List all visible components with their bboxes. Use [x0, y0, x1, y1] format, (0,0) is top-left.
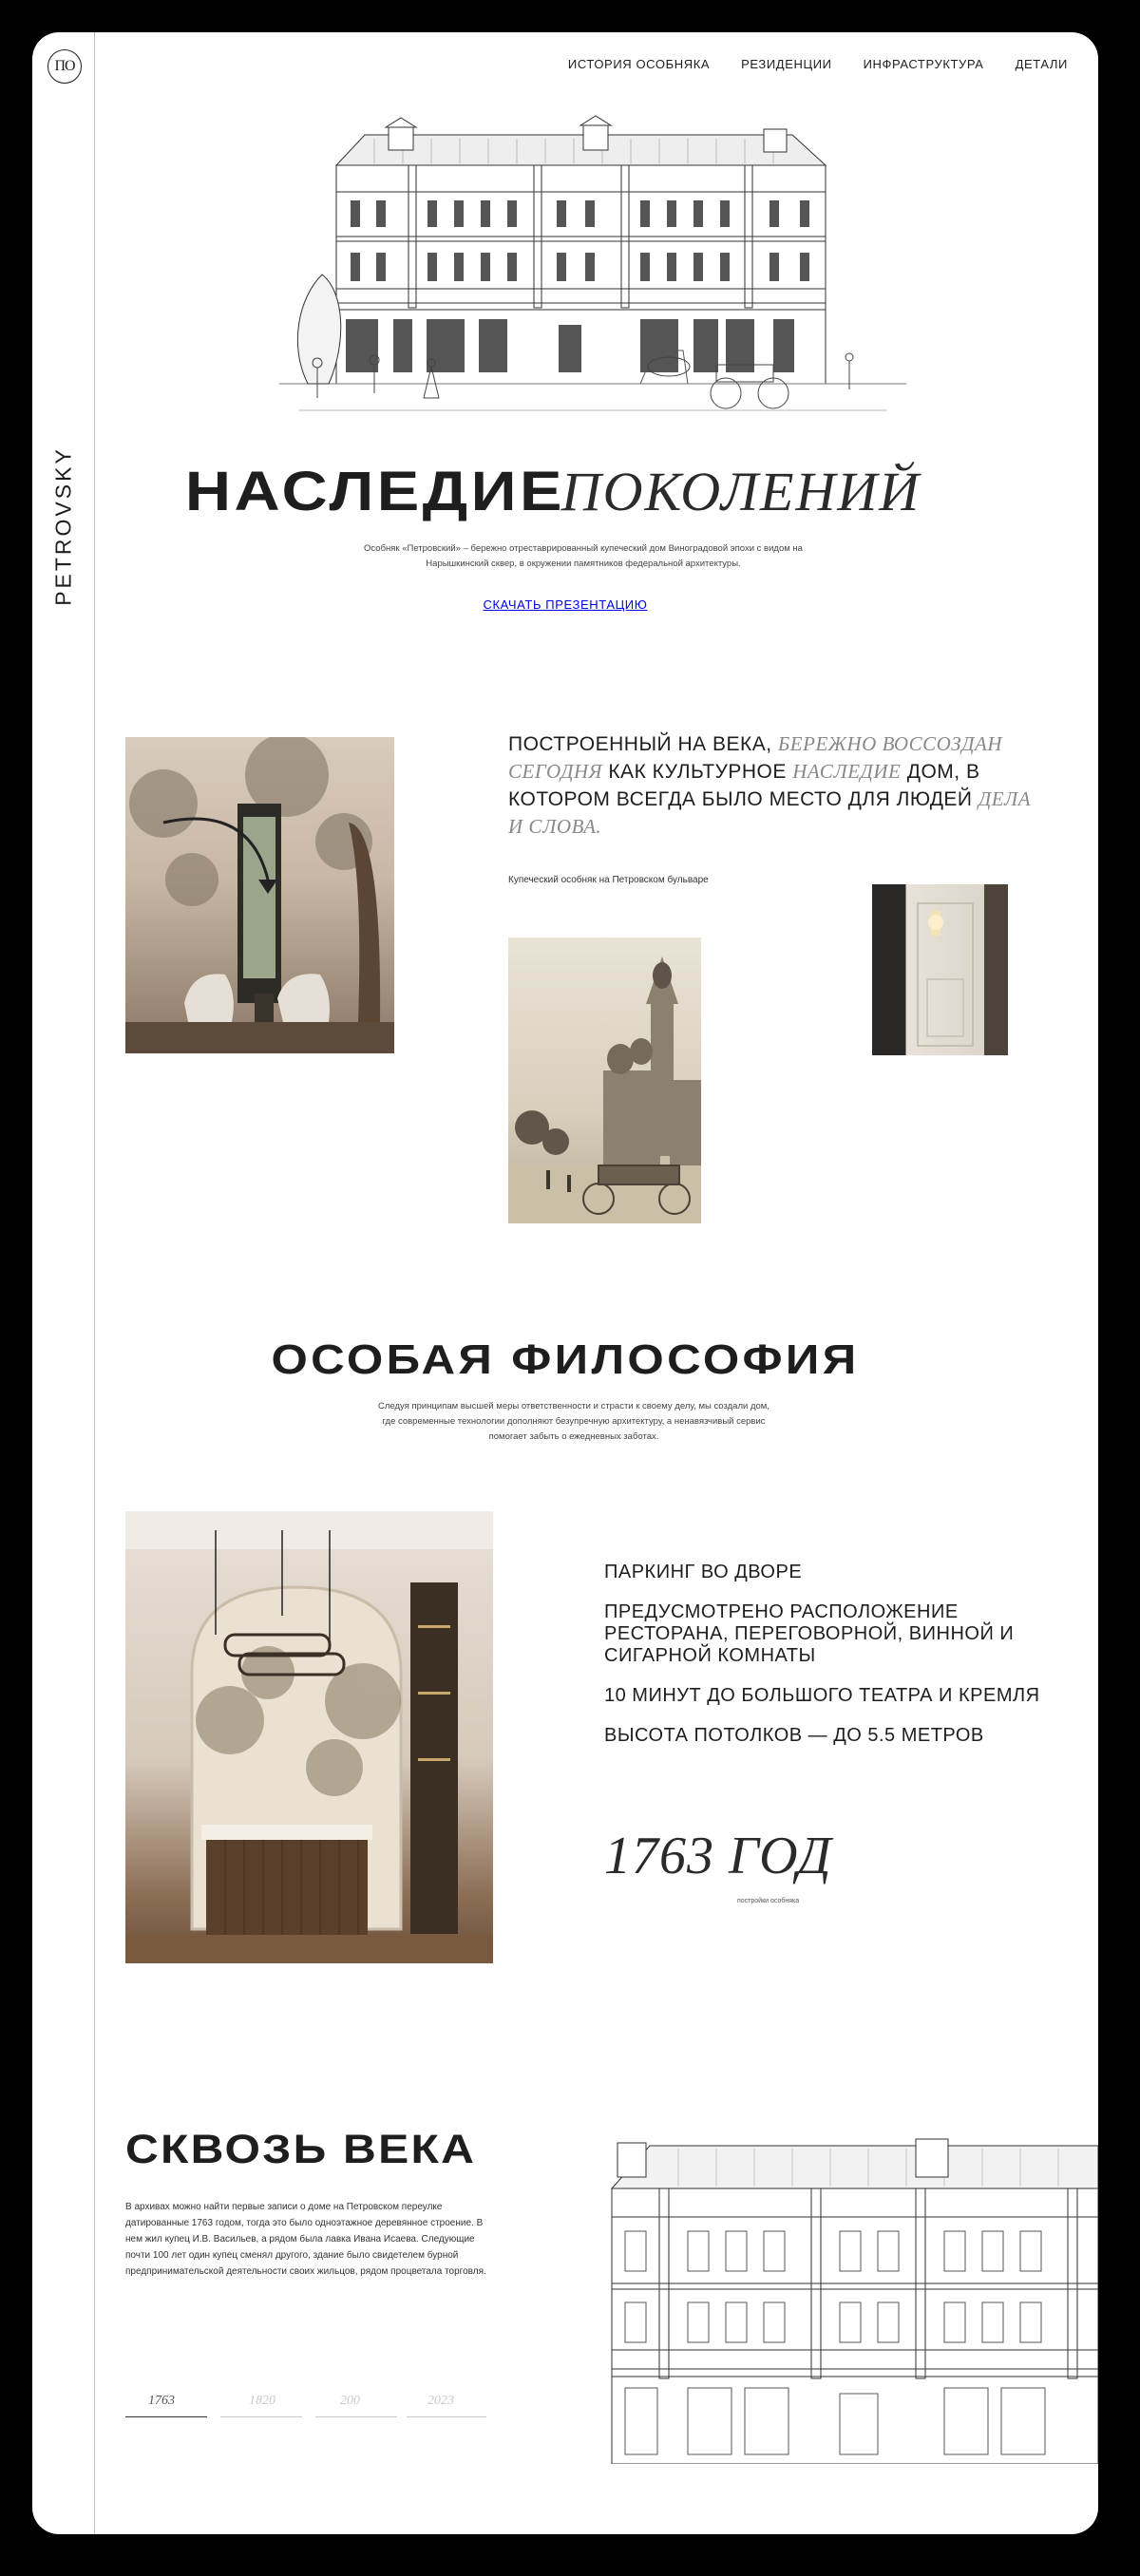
timeline-line [407, 2416, 486, 2417]
timeline-item-1820[interactable]: 1820 [249, 2394, 276, 2408]
hero-description: Особняк «Петровский» – бережно отреставрированный купеческий дом Виноградовой эпохи с видом на Нарышкинский сквер, в окружении памятников федеральной архитектуры. [364, 543, 803, 569]
nav-details[interactable]: ДЕТАЛИ [1015, 57, 1068, 71]
old-city-photo [508, 938, 701, 1223]
feature-item: 10 МИНУТ ДО БОЛЬШОГО ТЕАТРА И КРЕМЛЯ [604, 1685, 1040, 1706]
year-value: 1763 ГОД [604, 1827, 832, 1885]
about-lead-1: ПОСТРОЕННЫЙ НА ВЕКА, [508, 733, 772, 755]
timeline-line [220, 2416, 302, 2417]
page [32, 32, 1098, 2534]
about-lead-3: КАК КУЛЬТУРНОЕ [608, 761, 787, 783]
timeline-item-2023[interactable]: 2023 [428, 2394, 454, 2408]
ages-text: В архивах можно найти первые записи о доме на Петровском переулке датированные 1763 годом, тогда это было одноэтажное деревянное строение. В нем жил купец И.В. Васильев, а рядом была лавка Ивана Исаева. Следующие почти 100 лет один купец сменял другого, здание было свидетелем бурной предпринимательской деятельности своих жильцов, рядом процветала торговля. [125, 2202, 486, 2277]
timeline-item-200[interactable]: 200 [340, 2394, 360, 2408]
nav-residences[interactable]: РЕЗИДЕНЦИИ [741, 57, 832, 71]
download-presentation-link[interactable]: СКАЧАТЬ ПРЕЗЕНТАЦИЮ [483, 597, 648, 612]
timeline-line [315, 2416, 397, 2417]
hero-title-main: НАСЛЕДИЕ [184, 461, 565, 522]
features-list [604, 1562, 1041, 1765]
nav-infrastructure[interactable]: ИНФРАСТРУКТУРА [863, 57, 984, 71]
about-caption: Купеческий особняк на Петровском бульваре [508, 875, 709, 885]
top-nav [568, 57, 1068, 71]
building-sketch-image [279, 108, 906, 460]
philosophy-title: ОСОБАЯ ФИЛОСОФИЯ [271, 1336, 860, 1383]
interior-wall-sconce-image [872, 884, 1008, 1055]
building-drawing-image [602, 2122, 1098, 2464]
side-rail [32, 32, 95, 2534]
brand-name: PETROVSKY [50, 446, 76, 606]
hero-title-italic: ПОКОЛЕНИЙ [560, 461, 922, 522]
about-lead-4: НАСЛЕДИЕ [792, 760, 902, 783]
timeline [125, 2394, 486, 2432]
about-lead [508, 730, 1040, 841]
ages-title: СКВОЗЬ ВЕКА [125, 2127, 477, 2172]
about-lead-2: БЕРЕЖНО ВОССОЗДАН СЕГОДНЯ [508, 732, 1003, 783]
timeline-line-active [125, 2416, 207, 2417]
feature-item: ПРЕДУСМОТРЕНО РАСПОЛОЖЕНИЕ РЕСТОРАНА, ПЕРЕГОВОРНОЙ, ВИННОЙ И СИГАРНОЙ КОМНАТЫ [604, 1601, 1015, 1666]
interior-armchairs-image [125, 737, 394, 1053]
year-caption: постройки особняка [737, 1898, 800, 1904]
hero-title [32, 460, 1098, 523]
nav-history[interactable]: ИСТОРИЯ ОСОБНЯКА [567, 57, 711, 71]
philosophy-description: Следуя принципам высшей меры ответственности и страсти к своему делу, мы создали дом, где современные технологии дополняют безупречную архитектуру, а ненавязчивый сервис помогает забыть о ежедневных заботах. [378, 1401, 770, 1442]
timeline-item-1763[interactable]: 1763 [148, 2394, 175, 2408]
feature-item: ПАРКИНГ ВО ДВОРЕ [604, 1562, 803, 1582]
reception-interior-image [125, 1511, 493, 1963]
about-lead-5: ДОМ, В КОТОРОМ ВСЕГДА БЫЛО МЕСТО ДЛЯ ЛЮДЕЙ [508, 761, 980, 810]
feature-item: ВЫСОТА ПОТОЛКОВ — ДО 5.5 МЕТРОВ [604, 1725, 984, 1746]
about-lead-6: ДЕЛА И СЛОВА. [508, 787, 1032, 838]
brand-logo[interactable]: ПО [48, 49, 82, 84]
